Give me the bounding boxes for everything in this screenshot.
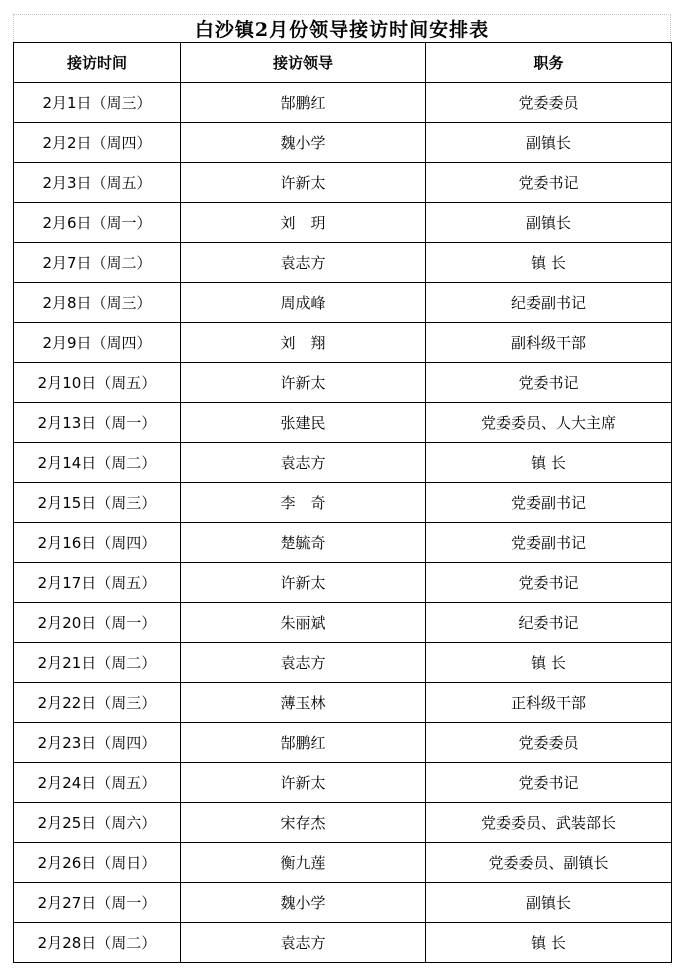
cell-position: 党委委员、人大主席 — [426, 403, 672, 443]
cell-time: 2月7日（周二） — [14, 243, 181, 283]
table-row — [14, 283, 672, 323]
cell-time: 2月9日（周四） — [14, 323, 181, 363]
cell-time: 2月26日（周日） — [14, 843, 181, 883]
cell-position: 党委书记 — [426, 563, 672, 603]
cell-leader: 袁志方 — [181, 243, 426, 283]
cell-position: 党委副书记 — [426, 523, 672, 563]
cell-time: 2月28日（周二） — [14, 923, 181, 963]
table-row — [14, 443, 672, 483]
cell-position: 党委委员 — [426, 723, 672, 763]
cell-leader: 郜鹏红 — [181, 83, 426, 123]
cell-time: 2月27日（周一） — [14, 883, 181, 923]
schedule-sheet — [13, 14, 671, 963]
cell-position: 党委委员 — [426, 83, 672, 123]
cell-leader: 袁志方 — [181, 643, 426, 683]
cell-leader: 刘 玥 — [181, 203, 426, 243]
cell-leader: 魏小学 — [181, 883, 426, 923]
cell-leader: 郜鹏红 — [181, 723, 426, 763]
cell-time: 2月1日（周三） — [14, 83, 181, 123]
schedule-table — [13, 42, 672, 963]
cell-time: 2月13日（周一） — [14, 403, 181, 443]
table-row — [14, 323, 672, 363]
cell-time: 2月3日（周五） — [14, 163, 181, 203]
page-title: 白沙镇2月份领导接访时间安排表 — [13, 14, 671, 42]
cell-position: 镇 长 — [426, 443, 672, 483]
cell-position: 镇 长 — [426, 243, 672, 283]
cell-leader: 许新太 — [181, 563, 426, 603]
cell-leader: 衡九莲 — [181, 843, 426, 883]
cell-position: 纪委书记 — [426, 603, 672, 643]
cell-leader: 周成峰 — [181, 283, 426, 323]
cell-position: 党委委员、武装部长 — [426, 803, 672, 843]
cell-position: 副镇长 — [426, 123, 672, 163]
cell-leader: 许新太 — [181, 163, 426, 203]
cell-time: 2月25日（周六） — [14, 803, 181, 843]
table-row — [14, 123, 672, 163]
table-row — [14, 723, 672, 763]
header-position: 职务 — [426, 43, 672, 83]
table-row — [14, 523, 672, 563]
cell-time: 2月15日（周三） — [14, 483, 181, 523]
table-row — [14, 563, 672, 603]
cell-position: 党委委员、副镇长 — [426, 843, 672, 883]
cell-time: 2月20日（周一） — [14, 603, 181, 643]
header-row — [14, 43, 672, 83]
cell-position: 党委副书记 — [426, 483, 672, 523]
cell-time: 2月22日（周三） — [14, 683, 181, 723]
cell-position: 副科级干部 — [426, 323, 672, 363]
cell-position: 正科级干部 — [426, 683, 672, 723]
cell-time: 2月16日（周四） — [14, 523, 181, 563]
table-row — [14, 603, 672, 643]
cell-leader: 李 奇 — [181, 483, 426, 523]
table-row — [14, 643, 672, 683]
table-row — [14, 163, 672, 203]
cell-position: 镇 长 — [426, 643, 672, 683]
cell-position: 副镇长 — [426, 883, 672, 923]
table-row — [14, 243, 672, 283]
cell-leader: 刘 翔 — [181, 323, 426, 363]
cell-time: 2月2日（周四） — [14, 123, 181, 163]
cell-position: 党委书记 — [426, 763, 672, 803]
cell-position: 镇 长 — [426, 923, 672, 963]
cell-leader: 楚毓奇 — [181, 523, 426, 563]
table-row — [14, 203, 672, 243]
header-leader: 接访领导 — [181, 43, 426, 83]
cell-time: 2月6日（周一） — [14, 203, 181, 243]
cell-time: 2月24日（周五） — [14, 763, 181, 803]
header-time: 接访时间 — [14, 43, 181, 83]
cell-time: 2月10日（周五） — [14, 363, 181, 403]
table-row — [14, 843, 672, 883]
table-row — [14, 363, 672, 403]
cell-leader: 薄玉林 — [181, 683, 426, 723]
table-row — [14, 883, 672, 923]
table-row — [14, 763, 672, 803]
schedule-rows — [14, 83, 672, 963]
cell-leader: 魏小学 — [181, 123, 426, 163]
cell-position: 党委书记 — [426, 363, 672, 403]
table-row — [14, 683, 672, 723]
cell-time: 2月23日（周四） — [14, 723, 181, 763]
table-row — [14, 923, 672, 963]
cell-position: 纪委副书记 — [426, 283, 672, 323]
table-row — [14, 803, 672, 843]
cell-time: 2月8日（周三） — [14, 283, 181, 323]
cell-leader: 许新太 — [181, 363, 426, 403]
cell-time: 2月17日（周五） — [14, 563, 181, 603]
cell-leader: 许新太 — [181, 763, 426, 803]
cell-position: 党委书记 — [426, 163, 672, 203]
cell-time: 2月21日（周二） — [14, 643, 181, 683]
table-row — [14, 403, 672, 443]
cell-leader: 张建民 — [181, 403, 426, 443]
cell-time: 2月14日（周二） — [14, 443, 181, 483]
cell-leader: 朱丽斌 — [181, 603, 426, 643]
cell-position: 副镇长 — [426, 203, 672, 243]
table-row — [14, 83, 672, 123]
cell-leader: 宋存杰 — [181, 803, 426, 843]
cell-leader: 袁志方 — [181, 923, 426, 963]
cell-leader: 袁志方 — [181, 443, 426, 483]
table-row — [14, 483, 672, 523]
